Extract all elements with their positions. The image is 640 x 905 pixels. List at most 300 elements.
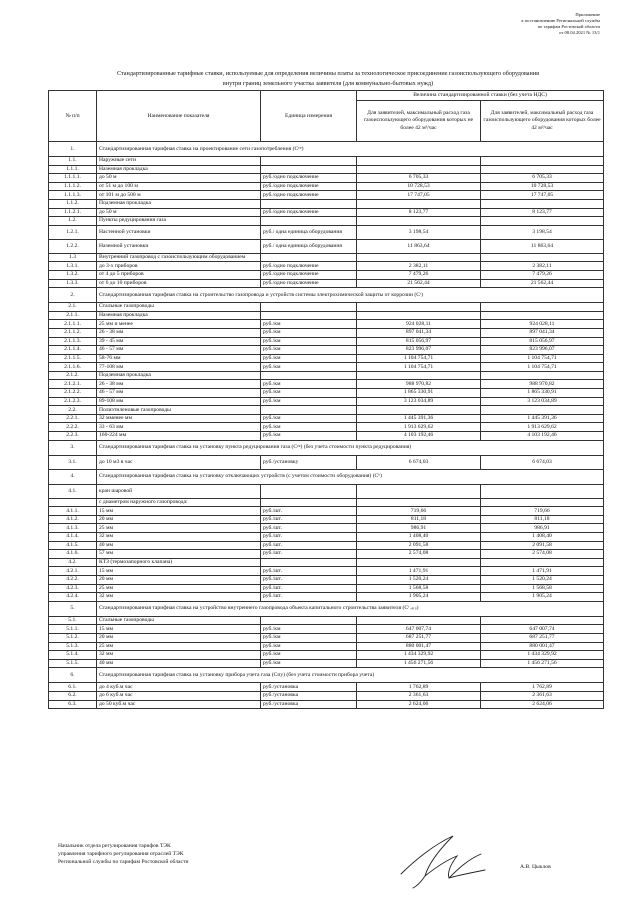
row-value-col2 xyxy=(481,165,604,174)
row-value-col1: 6 674,03 xyxy=(357,455,481,469)
row-value-col1: 1 445 391,36 xyxy=(357,414,481,423)
row-number: 2.1.2. xyxy=(49,371,97,380)
title-line: внутри границ земельного участка заявителя (для коммунально-бытовых нужд) xyxy=(222,80,434,87)
row-number: 4. xyxy=(49,469,97,484)
table-row xyxy=(49,668,604,683)
row-number: 5.1.5. xyxy=(49,659,97,668)
row-value-col2: 1 471,91 xyxy=(481,567,604,576)
header-col1: Для заявителей, максимальный расход газа газоиспользующего оборудования которых не более 42 м³/час xyxy=(357,101,481,142)
row-unit: руб./шт. xyxy=(261,593,357,602)
section-title: Стандартизированная тарифная ставка на установку прибора учета газа (Cпу) (без учета стоимости прибора учета) xyxy=(97,668,604,683)
row-name: 46 - 57 мм xyxy=(97,389,261,398)
row-value-col2: 1 456 271,56 xyxy=(481,659,604,668)
row-value-col1: 1 456 271,56 xyxy=(357,659,481,668)
row-value-col2: 988 970,82 xyxy=(481,380,604,389)
row-value-col1: 2 361,63 xyxy=(357,691,481,700)
row-number: 5.1.4. xyxy=(49,651,97,660)
row-name: 26 - 38 мм xyxy=(97,328,261,337)
table-row xyxy=(49,371,604,380)
row-number: 4.1.5. xyxy=(49,541,97,550)
table-row xyxy=(49,157,604,166)
row-name: 40 мм xyxy=(97,541,261,550)
table-row xyxy=(49,262,604,271)
row-unit: руб./км xyxy=(261,397,357,406)
table-row xyxy=(49,406,604,415)
row-number: 1.3.2. xyxy=(49,270,97,279)
row-value-col2: 1 434 329,92 xyxy=(481,651,604,660)
row-unit: руб./шт. xyxy=(261,533,357,542)
row-value-col2: 924 028,11 xyxy=(481,320,604,329)
row-number: 5.1.1. xyxy=(49,625,97,634)
row-number: 1.3 xyxy=(49,253,97,262)
row-name: Пункты редуцирования газа xyxy=(97,217,261,226)
row-name: 20 мм xyxy=(97,515,261,524)
row-name: от 101 м до 500 м xyxy=(97,191,261,200)
row-unit: руб./км xyxy=(261,337,357,346)
row-value-col1: 10 728,53 xyxy=(357,182,481,191)
header-name: Наименование показателя xyxy=(97,91,261,142)
row-value-col2: 1 104 754,71 xyxy=(481,363,604,372)
row-unit: руб./одно подключение xyxy=(261,262,357,271)
row-value-col2 xyxy=(481,406,604,415)
row-value-col2 xyxy=(481,558,604,567)
row-number: 4.1. xyxy=(49,484,97,498)
row-name: до 3-х приборов xyxy=(97,262,261,271)
table-row xyxy=(49,558,604,567)
table-row xyxy=(49,346,604,355)
row-value-col1 xyxy=(357,303,481,312)
row-value-col2: 815 056,97 xyxy=(481,337,604,346)
row-number: 2.2. xyxy=(49,406,97,415)
row-unit: руб./км xyxy=(261,642,357,651)
table-row xyxy=(49,414,604,423)
row-number: 2.2.1. xyxy=(49,414,97,423)
row-number: 3.1. xyxy=(49,455,97,469)
table-row xyxy=(49,199,604,208)
signer-name: А.В. Цыклов xyxy=(520,864,551,870)
footer-line: Начальник отдела регулирования тарифов ТЭК xyxy=(58,843,171,849)
row-unit: руб./одно подключение xyxy=(261,174,357,183)
row-number: 1.1. xyxy=(49,157,97,166)
row-unit: руб./шт. xyxy=(261,524,357,533)
row-number: 1.1.1.3. xyxy=(49,191,97,200)
header-num: № п/п xyxy=(49,91,97,142)
row-name: 20 мм xyxy=(97,575,261,584)
row-value-col2 xyxy=(481,498,604,507)
row-unit: руб./км xyxy=(261,380,357,389)
row-number: 1.2. xyxy=(49,217,97,226)
row-name: 25 мм и менее xyxy=(97,320,261,329)
row-unit: руб./км xyxy=(261,363,357,372)
row-unit xyxy=(261,371,357,380)
row-value-col1: 687 251,77 xyxy=(357,633,481,642)
row-value-col2: 2 091,58 xyxy=(481,541,604,550)
row-number: 4.1.3. xyxy=(49,524,97,533)
row-number: 5.1.3. xyxy=(49,642,97,651)
row-value-col1: 986,91 xyxy=(357,524,481,533)
row-value-col1: 823 996,07 xyxy=(357,346,481,355)
row-value-col1: 1 905,24 xyxy=(357,593,481,602)
row-value-col1: 1 568,58 xyxy=(357,584,481,593)
row-unit: руб./шт. xyxy=(261,567,357,576)
row-name: 57 мм xyxy=(97,550,261,559)
row-value-col2: 4 103 192,46 xyxy=(481,432,604,441)
row-name: от 6 до 10 приборов xyxy=(97,279,261,288)
row-unit: руб./установку xyxy=(261,455,357,469)
header-col2: Для заявителей, максимальный расход газа газоиспользующего оборудования которых более 42 м³/час xyxy=(481,101,604,142)
row-value-col2: 1 104 754,71 xyxy=(481,354,604,363)
row-value-col1: 1 471,91 xyxy=(357,567,481,576)
table-row xyxy=(49,498,604,507)
row-value-col1: 815 056,97 xyxy=(357,337,481,346)
table-row xyxy=(49,182,604,191)
row-number: 2.1.2.2. xyxy=(49,389,97,398)
row-value-col1: 1 408,40 xyxy=(357,533,481,542)
table-row xyxy=(49,440,604,455)
row-value-col1: 897 041,34 xyxy=(357,328,481,337)
table-row xyxy=(49,328,604,337)
row-unit: руб./км xyxy=(261,432,357,441)
row-value-col1 xyxy=(357,217,481,226)
table-row xyxy=(49,165,604,174)
row-name: 15 мм xyxy=(97,567,261,576)
row-number: 4.1.6. xyxy=(49,550,97,559)
row-name: 32 мм xyxy=(97,533,261,542)
row-value-col1: 1 520,24 xyxy=(357,575,481,584)
table-row xyxy=(49,484,604,498)
row-name: 32 мм xyxy=(97,651,261,660)
table-row xyxy=(49,455,604,469)
table-row xyxy=(49,354,604,363)
row-unit: руб./км xyxy=(261,346,357,355)
row-name: до 10 м3 в час xyxy=(97,455,261,469)
row-number: 4.1.2. xyxy=(49,515,97,524)
row-unit: руб./шт. xyxy=(261,515,357,524)
row-name: 15 мм xyxy=(97,625,261,634)
row-value-col1 xyxy=(357,311,481,320)
row-unit: руб./км xyxy=(261,659,357,668)
row-unit: руб./км xyxy=(261,320,357,329)
table-row xyxy=(49,279,604,288)
row-name: до 6 куб.м час xyxy=(97,691,261,700)
table-row xyxy=(49,389,604,398)
row-value-col1: 4 103 192,46 xyxy=(357,432,481,441)
row-unit: руб./шт. xyxy=(261,584,357,593)
row-name: 25 мм xyxy=(97,584,261,593)
row-value-col1: 3 123 034,89 xyxy=(357,397,481,406)
row-name: Настенной установки xyxy=(97,225,261,239)
footer-line: управления тарифного регулирования отраслей ТЭК xyxy=(58,851,184,857)
row-number: 4.2.1. xyxy=(49,567,97,576)
row-name: Наземная прокладка xyxy=(97,165,261,174)
row-value-col1: 988 970,82 xyxy=(357,380,481,389)
row-unit xyxy=(261,217,357,226)
table-row xyxy=(49,303,604,312)
row-unit: руб./ одна единица оборудования xyxy=(261,239,357,253)
row-name: 32 мм xyxy=(97,593,261,602)
row-unit xyxy=(261,498,357,507)
row-value-col2 xyxy=(481,253,604,262)
section-title: Стандартизированная тарифная ставка на установку отключающих устройств (с учетом стоимости оборудования) (Cᵏ) xyxy=(97,469,604,484)
row-value-col2: 1 520,24 xyxy=(481,575,604,584)
row-value-col2: 21 562,44 xyxy=(481,279,604,288)
footer-line: Региональной службы по тарифам Ростовской области xyxy=(58,859,189,865)
row-value-col1: 880 001,47 xyxy=(357,642,481,651)
row-value-col2: 6 674,03 xyxy=(481,455,604,469)
row-value-col2: 1 445 391,36 xyxy=(481,414,604,423)
row-name: 40 мм xyxy=(97,659,261,668)
row-value-col2 xyxy=(481,157,604,166)
table-row xyxy=(49,616,604,625)
row-number: 6.1. xyxy=(49,683,97,692)
section-title: Стандартизированная тарифная ставка на установку пункта редуцирования газа (Cᵖᵍ) (без учета стоимости пункта редуцирования) xyxy=(97,440,604,455)
row-value-col2: 2 361,63 xyxy=(481,691,604,700)
table-body xyxy=(49,142,604,709)
row-number: 4.1.4. xyxy=(49,533,97,542)
row-name: 15 мм xyxy=(97,507,261,516)
row-value-col2: 11 863,64 xyxy=(481,239,604,253)
row-name: 26 - 38 мм xyxy=(97,380,261,389)
row-name: от 51 м до 100 м xyxy=(97,182,261,191)
tariff-table xyxy=(48,90,604,709)
row-unit xyxy=(261,165,357,174)
row-number: 2.1.1. xyxy=(49,311,97,320)
row-name: 20 мм xyxy=(97,633,261,642)
row-value-col2: 1 568,58 xyxy=(481,584,604,593)
table-row xyxy=(49,507,604,516)
row-unit xyxy=(261,406,357,415)
row-value-col2: 2 624,06 xyxy=(481,700,604,709)
table-row xyxy=(49,683,604,692)
row-value-col1: 2 624,06 xyxy=(357,700,481,709)
appendix-note xyxy=(450,12,600,36)
row-value-col2 xyxy=(481,371,604,380)
row-value-col1: 6 705,33 xyxy=(357,174,481,183)
appendix-line: Приложение xyxy=(575,12,600,17)
table-row xyxy=(49,691,604,700)
row-unit: руб./шт. xyxy=(261,541,357,550)
table-row xyxy=(49,191,604,200)
row-value-col1: 1 865 330,91 xyxy=(357,389,481,398)
table-row xyxy=(49,270,604,279)
row-number: 2.1. xyxy=(49,303,97,312)
row-unit xyxy=(261,199,357,208)
table-row xyxy=(49,533,604,542)
row-value-col1 xyxy=(357,484,481,498)
row-unit: руб./км xyxy=(261,633,357,642)
table-row xyxy=(49,174,604,183)
row-name: 39 - 45 мм xyxy=(97,337,261,346)
row-name: Наземная прокладка xyxy=(97,311,261,320)
row-number: 3. xyxy=(49,440,97,455)
appendix-line: по тарифам Ростовской области xyxy=(537,24,600,29)
row-value-col1: 2 574,08 xyxy=(357,550,481,559)
header-unit: Единица измерения xyxy=(261,91,357,142)
row-number: 5.1.2. xyxy=(49,633,97,642)
table-row xyxy=(49,651,604,660)
row-name: Полиэтиленовые газопроводы xyxy=(97,406,261,415)
table-row xyxy=(49,633,604,642)
row-name: Наружные сети xyxy=(97,157,261,166)
table-row xyxy=(49,423,604,432)
table-row xyxy=(49,584,604,593)
row-unit: руб./км xyxy=(261,354,357,363)
table-row xyxy=(49,311,604,320)
row-value-col1 xyxy=(357,199,481,208)
table-row xyxy=(49,541,604,550)
row-number: 2.1.1.1. xyxy=(49,320,97,329)
row-value-col1: 1 104 754,71 xyxy=(357,363,481,372)
row-unit xyxy=(261,303,357,312)
row-number: 4.2.3. xyxy=(49,584,97,593)
row-name: от 4 до 5 приборов xyxy=(97,270,261,279)
table-row xyxy=(49,642,604,651)
row-value-col2: 1 865 330,91 xyxy=(481,389,604,398)
row-name: с диаметром наружного газопровода: xyxy=(97,498,261,507)
table-row xyxy=(49,217,604,226)
row-unit: руб./шт. xyxy=(261,575,357,584)
row-number: 4.1.1. xyxy=(49,507,97,516)
row-unit xyxy=(261,558,357,567)
row-unit xyxy=(261,616,357,625)
row-name: Наземной установки xyxy=(97,239,261,253)
row-number: 2.2.3. xyxy=(49,432,97,441)
row-unit xyxy=(261,311,357,320)
row-number xyxy=(49,498,97,507)
row-unit: руб./км xyxy=(261,651,357,660)
row-unit: руб./км xyxy=(261,328,357,337)
row-name: Подземная прокладка xyxy=(97,371,261,380)
row-name: 32 мменее мм xyxy=(97,414,261,423)
row-name: до 50 куб.м час xyxy=(97,700,261,709)
row-unit xyxy=(261,157,357,166)
row-unit: руб./шт. xyxy=(261,507,357,516)
row-value-col2 xyxy=(481,199,604,208)
row-value-col1 xyxy=(357,498,481,507)
row-value-col1: 1 913 629,62 xyxy=(357,423,481,432)
row-value-col2: 10 728,53 xyxy=(481,182,604,191)
row-value-col2: 1 408,40 xyxy=(481,533,604,542)
row-number: 1. xyxy=(49,142,97,157)
row-name: Подземная прокладка xyxy=(97,199,261,208)
row-value-col1 xyxy=(357,165,481,174)
row-number: 2.1.1.6. xyxy=(49,363,97,372)
row-value-col2: 8 123,77 xyxy=(481,208,604,217)
table-row xyxy=(49,208,604,217)
row-unit: руб./км xyxy=(261,423,357,432)
table-row xyxy=(49,380,604,389)
section-title: Стандартизированная тарифная ставка на проектирование сети газопотребления (Cᵖᵖ) xyxy=(97,142,604,157)
row-name: 160-224 мм xyxy=(97,432,261,441)
row-value-col2 xyxy=(481,303,604,312)
row-number: 1.3.3. xyxy=(49,279,97,288)
row-value-col2 xyxy=(481,311,604,320)
row-value-col2: 6 705,33 xyxy=(481,174,604,183)
row-name: КТЗ (термозапорного клапана) xyxy=(97,558,261,567)
row-value-col2: 3 198,54 xyxy=(481,225,604,239)
table-row xyxy=(49,567,604,576)
table-row xyxy=(49,601,604,616)
row-number: 6.2. xyxy=(49,691,97,700)
table-row xyxy=(49,515,604,524)
row-number: 1.1.2.1. xyxy=(49,208,97,217)
row-value-col2: 3 123 034,89 xyxy=(481,397,604,406)
row-value-col2: 1 905,24 xyxy=(481,593,604,602)
table-row xyxy=(49,320,604,329)
header-value-group: Величина стандартизированной ставки (без учета НДС) xyxy=(357,91,604,101)
row-number: 1.3.1. xyxy=(49,262,97,271)
table-row xyxy=(49,288,604,303)
row-name: кран шаровой xyxy=(97,484,261,498)
row-value-col1: 2 091,58 xyxy=(357,541,481,550)
row-value-col1 xyxy=(357,406,481,415)
row-unit: руб./установка xyxy=(261,691,357,700)
row-value-col2: 2 382,11 xyxy=(481,262,604,271)
row-number: 1.2.1. xyxy=(49,225,97,239)
row-name: 77-108 мм xyxy=(97,363,261,372)
appendix-line: к постановлению Региональной службы xyxy=(521,18,600,23)
row-value-col2: 719,66 xyxy=(481,507,604,516)
row-value-col2 xyxy=(481,217,604,226)
row-value-col1 xyxy=(357,253,481,262)
row-unit: руб./установка xyxy=(261,683,357,692)
row-number: 1.1.1. xyxy=(49,165,97,174)
row-value-col2: 1 913 629,62 xyxy=(481,423,604,432)
row-value-col2: 880 001,47 xyxy=(481,642,604,651)
row-number: 2.1.1.5. xyxy=(49,354,97,363)
row-value-col2: 811,18 xyxy=(481,515,604,524)
row-value-col1: 11 863,64 xyxy=(357,239,481,253)
table-row xyxy=(49,239,604,253)
row-name: до 50 м xyxy=(97,208,261,217)
row-value-col1: 811,18 xyxy=(357,515,481,524)
table-row xyxy=(49,469,604,484)
row-number: 5.1. xyxy=(49,616,97,625)
row-value-col2: 7 479,26 xyxy=(481,270,604,279)
table-row xyxy=(49,142,604,157)
footer-signature-block xyxy=(58,842,188,866)
document-title xyxy=(48,69,608,89)
table-row xyxy=(49,575,604,584)
section-title: Стандартизированная тарифная ставка на устройство внутреннего газопровода объекта капитального строительства заявителя (Cᵗ ₒₖₛ) xyxy=(97,601,604,616)
row-number: 1.1.1.2. xyxy=(49,182,97,191)
row-value-col1: 3 198,54 xyxy=(357,225,481,239)
row-value-col1 xyxy=(357,371,481,380)
row-value-col2: 17 747,05 xyxy=(481,191,604,200)
table-row xyxy=(49,700,604,709)
row-unit: руб./км xyxy=(261,389,357,398)
row-value-col1: 2 382,11 xyxy=(357,262,481,271)
table-row xyxy=(49,625,604,634)
row-number: 4.2.4. xyxy=(49,593,97,602)
row-name: 89-108 мм xyxy=(97,397,261,406)
row-number: 4.2. xyxy=(49,558,97,567)
row-unit: руб./одно подключение xyxy=(261,279,357,288)
row-value-col1 xyxy=(357,558,481,567)
row-value-col1 xyxy=(357,157,481,166)
row-value-col1: 924 028,11 xyxy=(357,320,481,329)
row-name: 58-76 мм xyxy=(97,354,261,363)
row-number: 6. xyxy=(49,668,97,683)
row-number: 6.3. xyxy=(49,700,97,709)
table-row xyxy=(49,253,604,262)
row-value-col1 xyxy=(357,616,481,625)
row-value-col2: 1 762,89 xyxy=(481,683,604,692)
row-unit: руб./км xyxy=(261,625,357,634)
row-unit: руб./одно подключение xyxy=(261,191,357,200)
row-unit xyxy=(261,484,357,498)
table-row xyxy=(49,550,604,559)
